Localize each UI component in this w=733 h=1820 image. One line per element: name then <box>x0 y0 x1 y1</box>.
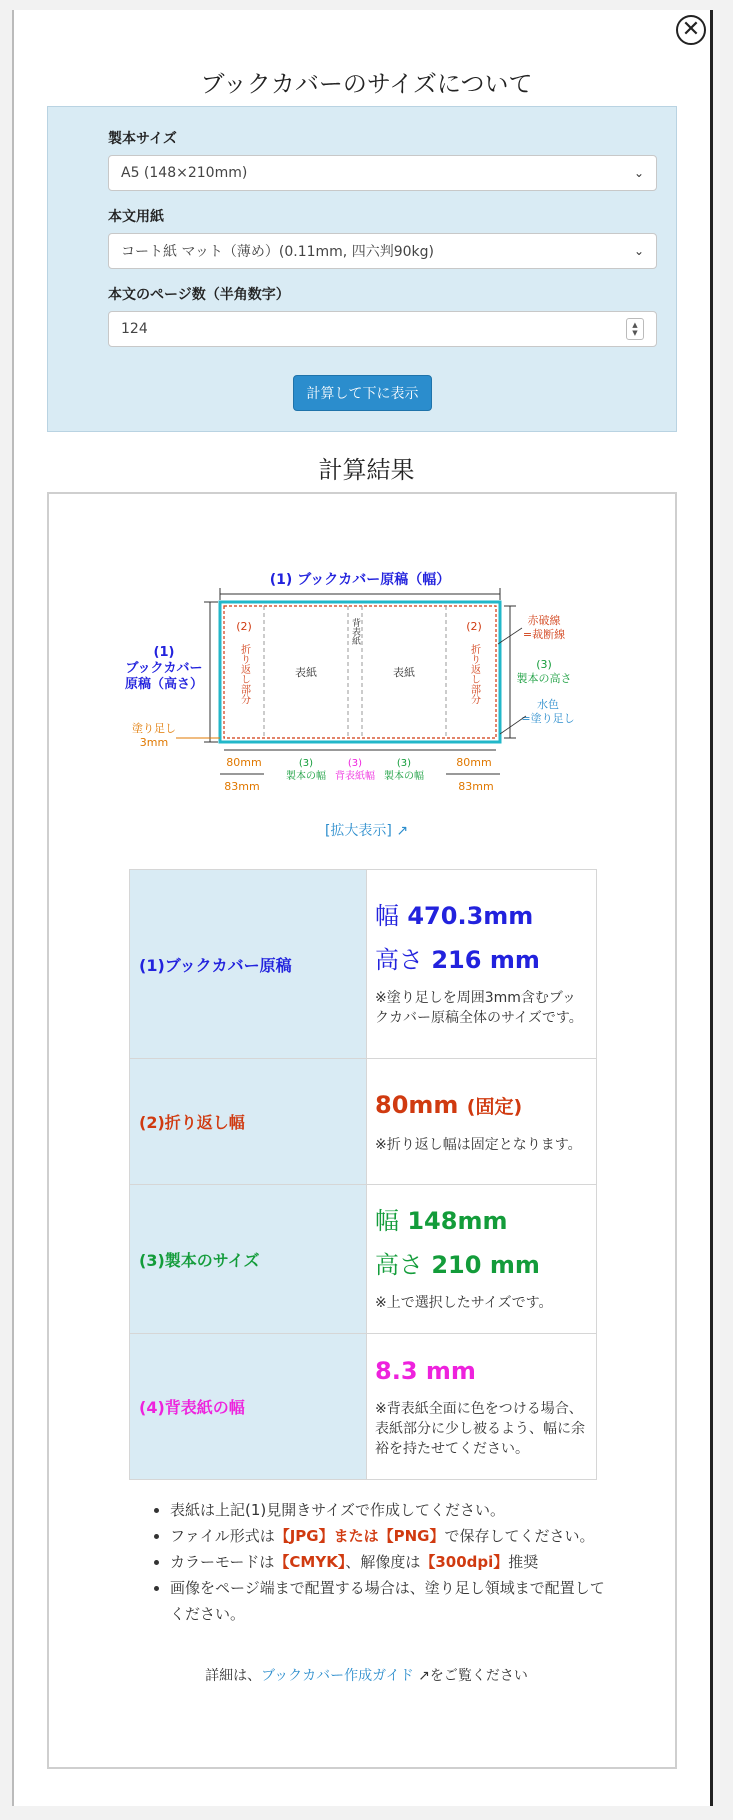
cover-size-label: (1)ブックカバー原稿 <box>130 870 367 1059</box>
chevron-down-icon: ⌄ <box>633 166 644 180</box>
close-button[interactable] <box>676 15 706 45</box>
book-width-num-left: (3) <box>298 758 314 769</box>
fold-total-right: 83mm <box>458 780 494 793</box>
bleed-legend-1: 水色 <box>537 698 559 711</box>
guide-footer <box>0 1665 733 1685</box>
fold-width-right: 80mm <box>456 756 492 769</box>
book-width-right: 製本の幅 <box>384 771 424 782</box>
expand-view-text: [拡大表示] <box>324 823 392 839</box>
spine-width-number: 8.3 mm <box>375 1356 476 1385</box>
spine-width-row-label: (4)背表紙の幅 <box>130 1334 367 1480</box>
size-select-value: A5 (148×210mm) <box>121 165 248 181</box>
front-cover-label: 表紙 <box>295 666 317 679</box>
list-item: • 表紙は上記(1)見開きサイズで作成してください。 <box>170 1497 610 1523</box>
table-row <box>130 870 597 1059</box>
cover-width: 幅 470.3mm <box>375 902 534 930</box>
list-item: • カラーモードは【CMYK】、解像度は【300dpi】推奨 <box>170 1549 610 1575</box>
diagram-top-label: (1) ブックカバー原稿（幅） <box>269 572 451 588</box>
trim-legend-2: =裁断線 <box>522 628 566 641</box>
legend-pointer <box>500 716 526 734</box>
height-label-2: 原稿（高さ） <box>124 677 204 692</box>
spine-width-note: ※背表紙全面に色をつける場合、表紙部分に少し被るよう、幅に余裕を持たせてください。 <box>375 1400 585 1457</box>
external-link-icon: ↗ <box>396 823 409 839</box>
pages-input[interactable] <box>108 311 657 347</box>
guide-link[interactable]: ブックカバー作成ガイド <box>261 1668 414 1684</box>
paper-select-value: コート紙 マット（薄め）(0.11mm, 四六判90kg) <box>121 244 434 260</box>
paper-select[interactable] <box>108 233 657 269</box>
cover-size-value <box>367 870 597 1059</box>
fold-width-label: (2)折り返し幅 <box>130 1059 367 1185</box>
footer-pre: 詳細は、 <box>205 1668 262 1684</box>
bleed-area <box>220 602 500 742</box>
spine-width-num: (3) <box>347 758 363 769</box>
bleed-legend-2: =塗り足し <box>521 712 575 725</box>
spine-width-value <box>367 1334 597 1480</box>
spine-width-label: 背表紙幅 <box>335 771 375 782</box>
chevron-down-icon: ⌄ <box>633 244 644 258</box>
pages-label: 本文のページ数（半角数字） <box>108 287 290 303</box>
footer-post: をご覧ください <box>429 1668 528 1684</box>
book-width: 幅 148mm <box>375 1207 508 1235</box>
fold-total-left: 83mm <box>224 780 260 793</box>
fold-width-note: ※折り返し幅は固定となります。 <box>375 1136 582 1153</box>
book-height-label: 製本の高さ <box>516 672 572 685</box>
book-size-note: ※上で選択したサイズです。 <box>375 1295 553 1311</box>
bleed-label-1: 塗り足し <box>132 722 176 735</box>
result-table <box>129 869 597 1480</box>
fold-right-num: (2) <box>466 620 482 633</box>
fold-width-value <box>367 1059 597 1185</box>
paper-label: 本文用紙 <box>108 209 164 225</box>
pages-input-value: 124 <box>121 321 148 337</box>
fold-width-left: 80mm <box>226 756 262 769</box>
table-row <box>130 1059 597 1185</box>
book-height-num: (3) <box>536 658 552 671</box>
fold-width-number: 80mm (固定) <box>375 1090 523 1119</box>
size-label: 製本サイズ <box>108 131 177 147</box>
book-cover-diagram <box>120 560 600 800</box>
book-width-left: 製本の幅 <box>286 771 326 782</box>
modal-title: ブックカバーのサイズについて <box>200 70 533 98</box>
size-select[interactable] <box>108 155 657 191</box>
calculate-button[interactable]: 計算して下に表示 <box>293 375 432 411</box>
result-title: 計算結果 <box>318 456 415 484</box>
instructions-list <box>152 1497 610 1627</box>
height-label-num: (1) <box>153 645 175 660</box>
height-label-1: ブックカバー <box>125 661 203 676</box>
cover-size-note: ※塗り足しを周囲3mm含むブックカバー原稿全体のサイズです。 <box>375 990 583 1026</box>
book-size-label: (3)製本のサイズ <box>130 1185 367 1334</box>
bleed-label-2: 3mm <box>139 736 169 749</box>
fold-left-num: (2) <box>236 620 252 633</box>
number-spinner-icon[interactable]: ▲ ▼ <box>626 318 644 340</box>
book-height: 高さ 210 mm <box>375 1251 540 1279</box>
list-item: • 画像をページ端まで配置する場合は、塗り足し領域まで配置してください。 <box>170 1575 610 1627</box>
spine-label: 背表紙 <box>350 618 360 645</box>
close-icon: ✕ <box>681 17 701 42</box>
expand-view-link[interactable] <box>0 820 733 840</box>
table-row <box>130 1185 597 1334</box>
cover-height: 高さ 216 mm <box>375 946 540 974</box>
table-row <box>130 1334 597 1480</box>
fold-left-text: 折り返し部分 <box>238 644 250 704</box>
fold-right-text: 折り返し部分 <box>468 644 480 704</box>
book-size-value <box>367 1185 597 1334</box>
back-cover-label: 表紙 <box>393 666 415 679</box>
book-width-num-right: (3) <box>396 758 412 769</box>
list-item: • ファイル形式は【JPG】または【PNG】で保存してください。 <box>170 1523 610 1549</box>
trim-legend-1: 赤破線 <box>527 614 561 627</box>
external-link-icon: ↗ <box>413 1668 430 1684</box>
